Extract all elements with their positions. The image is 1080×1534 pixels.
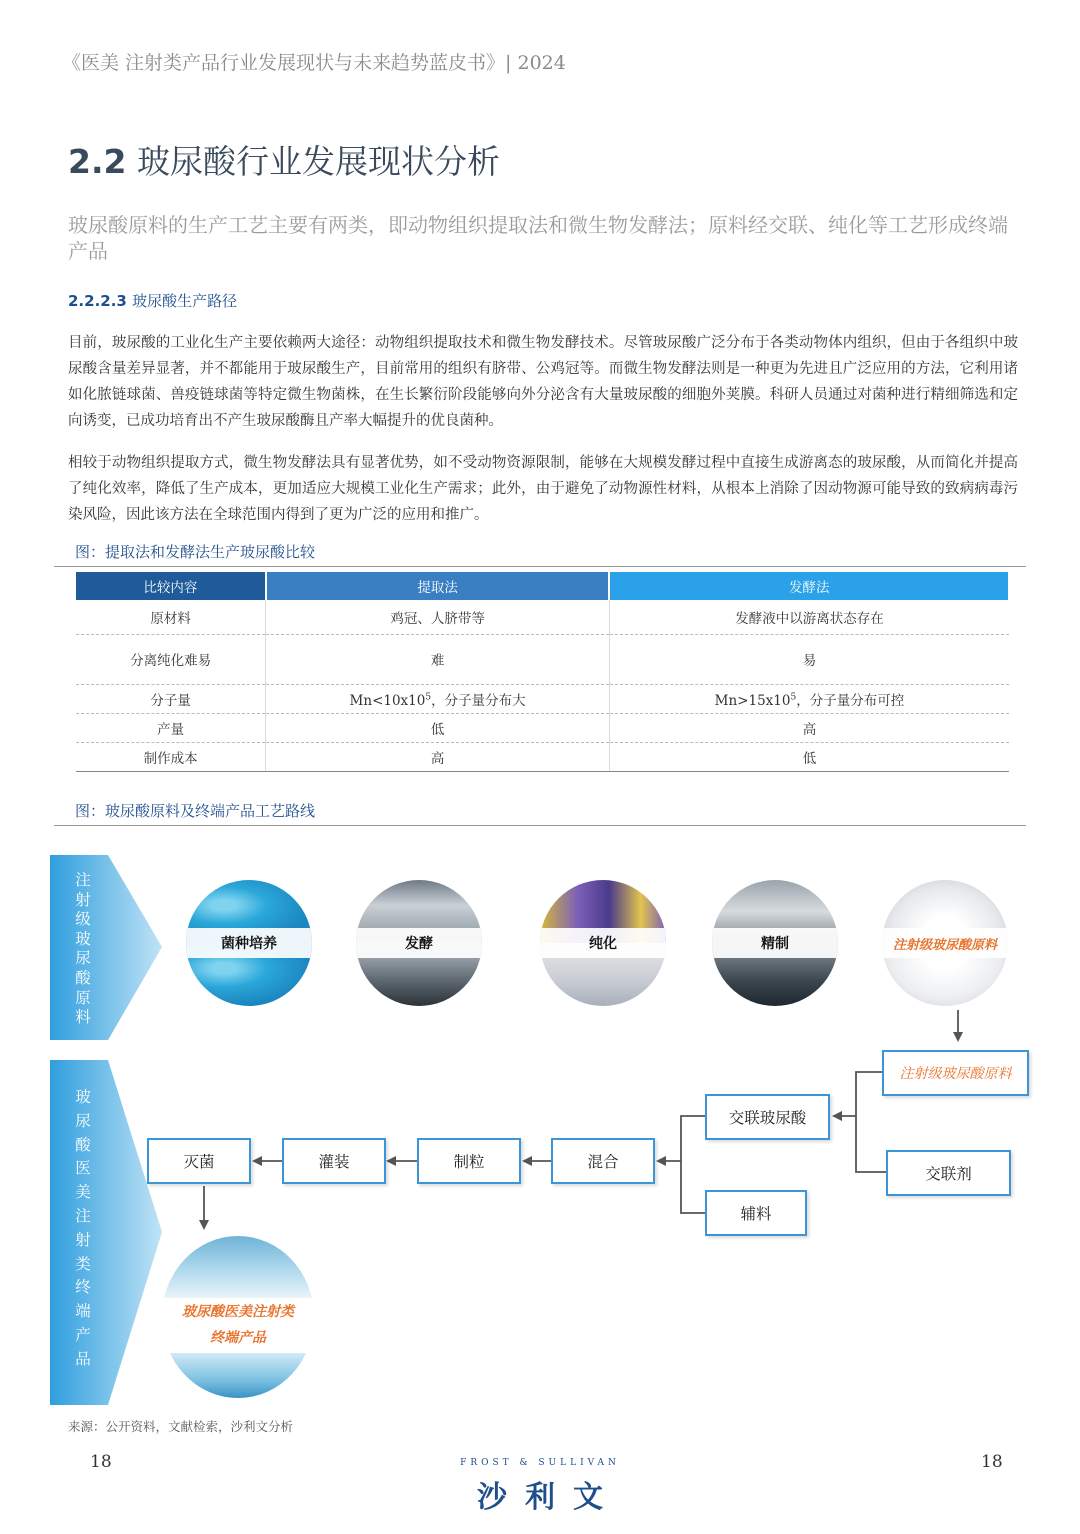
title-text: 玻尿酸行业发展现状分析 [136,142,500,181]
table-cell: 高 [609,713,1009,742]
band-label: 注射级玻尿酸原料 [75,871,91,1027]
page-number-right: 18 [981,1452,1003,1472]
paragraph-2: 相较于动物组织提取方式，微生物发酵法具有显著优势，如不受动物资源限制，能够在大规模发酵过程中直接生成游离态的玻尿酸，从而简化并提高了纯化效率，降低了生产成本，更加适应大规模工业化生产需求；此外，由于避免了动物源性材料，从根本上消除了因动物源可能导致的致病病毒污染风险，因此该方法在全球范围内得到了更为广泛的应用和推广。 [68,455,1018,523]
mw-ferment-exp: 5 [790,692,797,702]
band-label: 玻尿酸医美注射类终端产品 [75,1088,91,1368]
figure2-caption: 图：玻尿酸原料及终端产品工艺路线 [75,802,316,820]
table-cell: 发酵液中以游离状态存在 [609,600,1009,634]
table-header-cell: 发酵法 [609,572,1009,600]
box-raw-material: 注射级玻尿酸原料 [882,1050,1029,1096]
step-label: 发酵 [356,928,482,958]
table-cell: 分子量 [76,684,266,713]
table-cell: 低 [266,713,610,742]
step-label: 注射级玻尿酸原料 [882,928,1008,958]
table-cell: 低 [609,742,1009,771]
table-cell: 制作成本 [76,742,266,771]
title-number: 2.2 [68,142,127,181]
table-cell: 产量 [76,713,266,742]
table-cell: 易 [609,634,1009,684]
running-header: 《医美 注射类产品行业发展现状与未来趋势蓝皮书》| 2024 [62,52,566,74]
box-sterilization: 灭菌 [147,1138,251,1184]
section-number: 2.2.2.3 [68,292,127,310]
box-mixing: 混合 [551,1138,655,1184]
page-number-left: 18 [90,1452,112,1472]
step-label: 菌种培养 [186,928,312,958]
step-label: 精制 [712,928,838,958]
paragraph-1: 目前，玻尿酸的工业化生产主要依赖两大途径：动物组织提取技术和微生物发酵技术。尽管玻尿酸广泛分布于各类动物体内组织，但由于各组织中玻尿酸含量差异显著，并不都能用于玻尿酸生产，目前常用的组织有脐带、公鸡冠等。而微生物发酵法则是一种更为先进且广泛应用的方法，它利用诸如化脓链球菌、兽疫链球菌等特定微生物菌株，在生长繁衍阶段能够向外分泌含有大量玻尿酸的细胞外荚膜。科研人员通过对菌种进行精细筛选和定向诱变，已成功培育出不产生玻尿酸酶且产率大幅提升的优良菌种。 [68,335,1018,429]
step-label: 纯化 [540,928,666,958]
table-cell: 原材料 [76,600,266,634]
box-granulation: 制粒 [417,1138,521,1184]
logo-chinese: 沙利文 [477,1480,621,1515]
table-header-cell: 比较内容 [76,572,266,600]
mw-extract-exp: 5 [425,692,432,702]
source-note: 来源：公开资料，文献检索，沙利文分析 [68,1419,294,1434]
figure1-caption: 图：提取法和发酵法生产玻尿酸比较 [75,543,316,561]
mw-extract-base: Mn<10x10 [349,692,426,709]
table-header-cell: 提取法 [266,572,610,600]
mw-ferment-base: Mn>15x10 [714,692,791,709]
table-cell: 鸡冠、人脐带等 [266,600,610,634]
box-crosslinked-ha: 交联玻尿酸 [705,1094,830,1140]
end-product-circle [162,1236,314,1398]
section-text: 玻尿酸生产路径 [132,292,238,310]
page-subtitle: 玻尿酸原料的生产工艺主要有两类，即动物组织提取法和微生物发酵法；原料经交联、纯化等工艺形成终端产品 [68,213,1008,263]
logo-english: FROST & SULLIVAN [460,1458,620,1468]
table-cell: 分离纯化难易 [76,634,266,684]
box-filling: 灌装 [282,1138,386,1184]
product-label-line1: 玻尿酸医美注射类 [182,1304,294,1321]
table-cell: 难 [266,634,610,684]
box-crosslinker: 交联剂 [886,1150,1011,1196]
mw-ferment-note: ，分子量分布可控 [796,692,905,709]
table-cell: 高 [266,742,610,771]
box-excipient: 辅料 [705,1190,807,1236]
product-label-line2: 终端产品 [210,1330,266,1347]
mw-extract-note: ，分子量分布大 [431,692,526,709]
